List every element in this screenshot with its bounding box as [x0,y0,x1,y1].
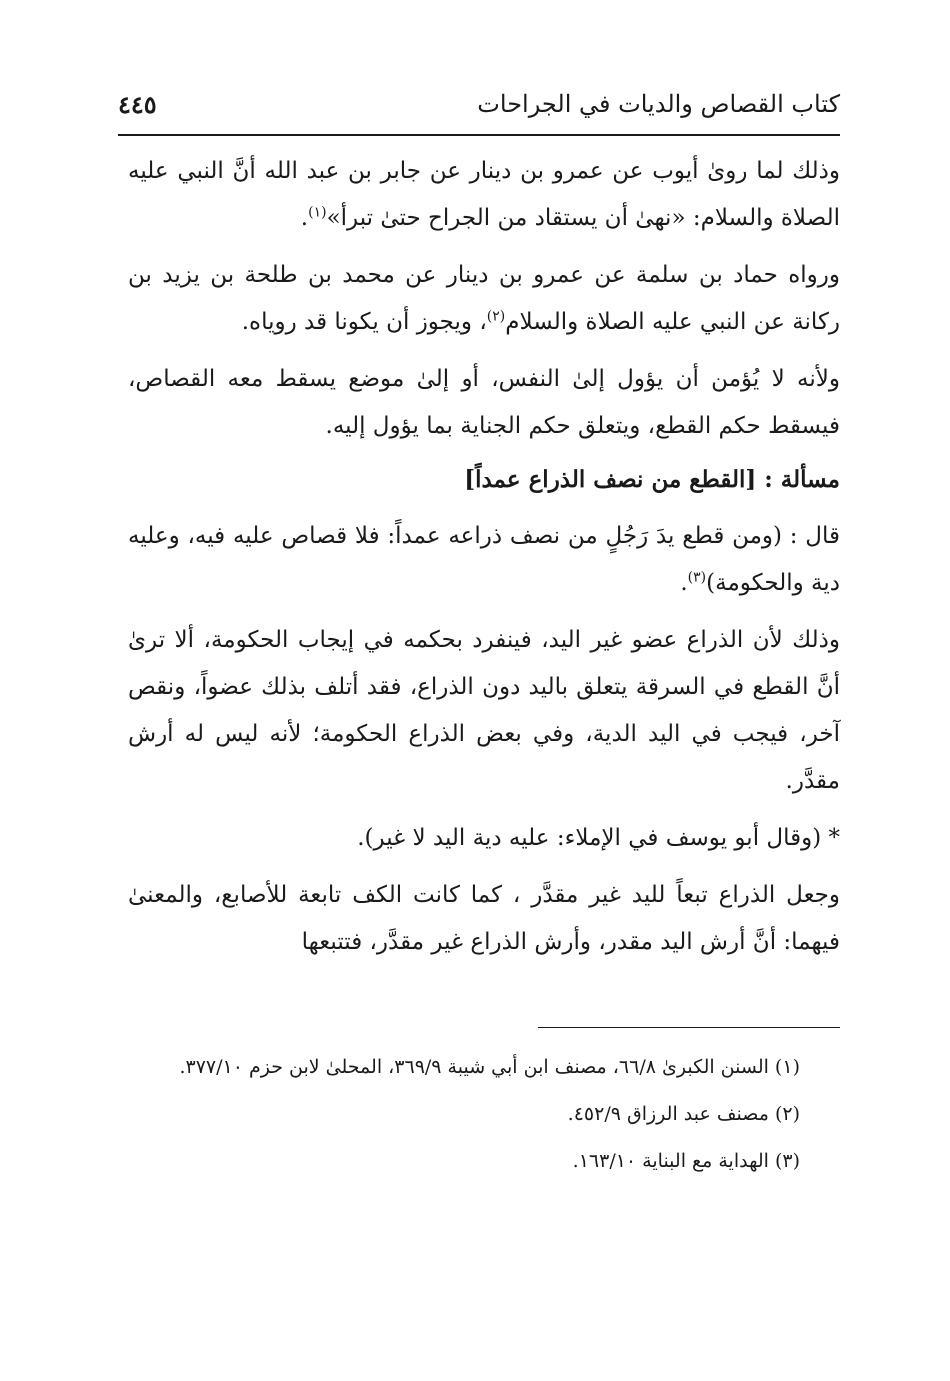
paragraph-1-end: . [300,205,309,231]
paragraph-1 [128,148,840,242]
paragraph-7: وجعل الذراع تبعاً للید غیر مقدَّر ، کما کانت الکف تابعة للأصابع، والمعنیٰ فیهما: أنَّ أرش الید مقدر، وأرش الذراع غیر مقدَّر، فتتبعها [128,882,840,955]
paragraph-3: ولأنه لا یُؤمن أن یؤول إلیٰ النفس، أو إلیٰ موضع یسقط معه القصاص، فیسقط حکم القطع، ویتعلق حکم الجنایة بما یؤول إلیه. [128,366,840,439]
main-text [128,148,840,976]
paragraph-4-text: قال : (ومن قطع یدَ رَجُلٍ من نصف ذراعه عمداً: فلا قصاص علیه فیه، وعلیه دیة والحکومة) [128,523,840,596]
footnote-ref-3: (٣) [687,569,707,586]
paragraph-5: وذلك لأن الذراع عضو غیر الید، فینفرد بحکمه في إیجاب الحکومة، ألا تریٰ أنَّ القطع في السرقة یتعلق بالید دون الذراع، فقد أتلف بذلك عضواً، ونقص آخر، فیجب في الید الدیة، وفي بعض الذراع الحکومة؛ لأنه لیس له أرش مقدَّر. [128,627,840,794]
footnote-ref-2: (٢) [486,308,506,325]
paragraph-2 [128,252,840,346]
footnote-1: (١) السنن الکبریٰ ٦٦/٨، مصنف ابن أبي شیبة ٣٦٩/٩، المحلیٰ لابن حزم ٣٧٧/١٠. [179,1056,800,1078]
paragraph-6: * (وقال أبو یوسف في الإملاء: علیه دیة الید لا غیر). [357,825,840,851]
footnote-3: (٣) الهدایة مع البنایة ١٦٣/١٠. [572,1150,800,1172]
book-title: كتاب القصاص والديات في الجراحات [477,90,840,118]
page-number: ٤٤٥ [118,90,157,119]
paragraph-2-text: ورواه حماد بن سلمة عن عمرو بن دینار عن محمد بن طلحة بن یزید بن رکانة عن النبي علیه الصلاة والسلام [128,262,840,335]
paragraph-4-end: . [680,570,688,596]
footnotes [128,1048,800,1189]
paragraph-4 [128,513,840,607]
footnote-ref-1: (١) [308,204,327,221]
footnote-2: (٢) مصنف عبد الرزاق ٤٥٢/٩. [567,1103,800,1125]
paragraph-1-text: وذلك لما رویٰ أیوب عن عمرو بن دینار عن جابر بن عبد الله أنَّ النبي علیه الصلاة والسلام: «نهیٰ أن یستقاد من الجراح حتیٰ تبرأ» [128,158,840,231]
header-divider [118,134,840,136]
paragraph-2-end: ، ویجوز أن یکونا قد روياه. [241,309,487,335]
footnote-divider [538,1027,840,1028]
section-heading: مسألة : [القطع من نصف الذراع عمداً] [464,466,840,493]
running-header [118,78,840,134]
